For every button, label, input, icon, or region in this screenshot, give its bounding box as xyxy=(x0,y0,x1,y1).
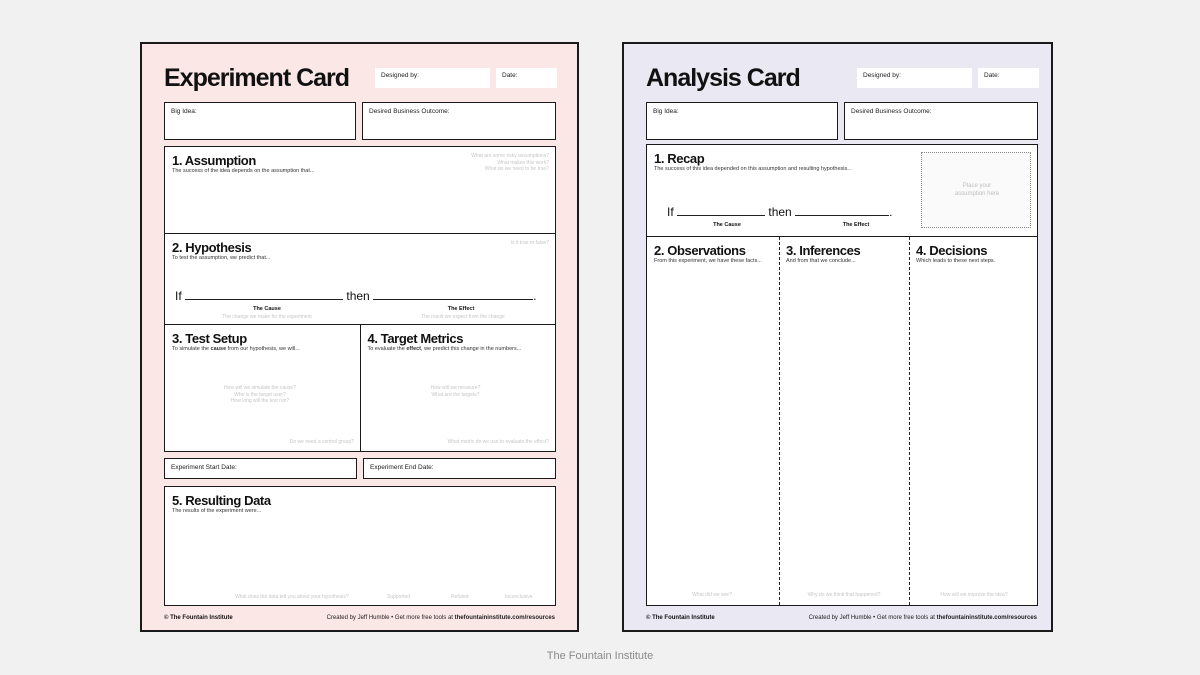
designed-by-field[interactable] xyxy=(375,68,490,88)
resulting-data-title: 5. Resulting Data xyxy=(172,493,271,508)
decisions-title: 4. Decisions xyxy=(916,242,988,258)
recap-cause-label: The Cause xyxy=(713,222,741,228)
analysis-card xyxy=(622,42,1053,632)
resulting-data-bottom-hint: What does the data tell you about your hypothesis? xyxy=(235,593,349,600)
option-refuted[interactable]: Refuted xyxy=(451,593,469,600)
observations-title: 2. Observations xyxy=(654,242,746,258)
recap-cause-blank[interactable] xyxy=(677,205,765,216)
experiment-card xyxy=(140,42,579,632)
target-metrics-subtitle-post: , we predict this change in the numbers... xyxy=(421,346,522,352)
test-setup-title: 3. Test Setup xyxy=(172,331,247,346)
analysis-footer-credits xyxy=(809,615,1037,621)
cause-hint: The change we make for the experiment xyxy=(222,313,312,320)
experiment-footer-link[interactable]: thefountaininstitute.com/resources xyxy=(454,615,555,621)
assumption-placeholder-text: Place your assumption here xyxy=(954,183,1000,197)
target-metrics-subtitle-pre: To evaluate the xyxy=(367,346,407,352)
hypothesis-title: 2. Hypothesis xyxy=(172,239,252,255)
cause-label: The Cause xyxy=(253,305,281,312)
assumption-section[interactable] xyxy=(164,146,556,234)
target-metrics-bottom-hint: What metric do we use to evaluate the effect? xyxy=(447,438,549,445)
hypothesis-section[interactable] xyxy=(164,233,556,326)
analysis-footer-credits-text: Created by Jeff Humble • Get more free tools at xyxy=(808,615,937,621)
test-setup-section[interactable] xyxy=(164,324,361,452)
page-caption: The Fountain Institute xyxy=(546,650,654,662)
observations-subtitle: From this experiment, we have these facts... xyxy=(654,257,762,264)
target-metrics-section[interactable] xyxy=(360,324,557,452)
analysis-designed-by-field[interactable] xyxy=(857,68,972,88)
analysis-big-idea-field[interactable] xyxy=(646,102,838,140)
decisions-section[interactable] xyxy=(909,237,1039,605)
recap-then-word: then xyxy=(768,205,792,219)
business-outcome-field[interactable] xyxy=(362,102,556,140)
decisions-subtitle: Which leads to these next steps. xyxy=(916,257,996,264)
test-setup-bottom-hint: Do we need a control group? xyxy=(289,438,354,445)
big-idea-label: Big Idea: xyxy=(171,108,197,115)
recap-section[interactable] xyxy=(646,144,1038,237)
target-metrics-subtitle-bold: effect xyxy=(406,346,422,352)
test-setup-subtitle-bold: cause xyxy=(210,346,227,352)
observations-bottom-hint: What did we see? xyxy=(692,592,732,598)
analysis-date-field[interactable] xyxy=(978,68,1039,88)
target-metrics-title: 4. Target Metrics xyxy=(367,331,464,346)
big-idea-field[interactable] xyxy=(164,102,356,140)
then-word: then xyxy=(346,288,370,303)
experiment-card-title: Experiment Card xyxy=(164,64,350,92)
test-setup-subtitle xyxy=(172,346,300,352)
assumption-placeholder[interactable] xyxy=(921,152,1031,228)
cause-blank[interactable] xyxy=(185,289,343,300)
target-metrics-subtitle xyxy=(368,346,522,352)
assumption-title: 1. Assumption xyxy=(172,153,256,168)
inferences-subtitle: And from that we conclude... xyxy=(786,257,856,264)
experiment-footer-credits xyxy=(327,615,555,621)
inferences-title: 3. Inferences xyxy=(786,242,861,258)
analysis-date-label: Date: xyxy=(984,72,1000,79)
analysis-big-idea-label: Big Idea: xyxy=(653,108,679,115)
if-word: If xyxy=(175,288,182,303)
date-label: Date: xyxy=(502,72,518,79)
hypothesis-subtitle: To test the assumption, we predict that... xyxy=(172,254,271,261)
end-date-label: Experiment End Date: xyxy=(370,464,434,471)
target-metrics-hint: How will we measure? What are the targets? xyxy=(430,385,481,398)
recap-title: 1. Recap xyxy=(654,151,705,166)
effect-hint: The result we expect from the change xyxy=(421,313,505,320)
designed-by-label: Designed by: xyxy=(381,72,419,79)
effect-blank[interactable] xyxy=(373,289,533,300)
date-field[interactable] xyxy=(496,68,557,88)
start-date-label: Experiment Start Date: xyxy=(171,464,237,471)
recap-effect-blank[interactable] xyxy=(795,205,889,216)
assumption-hint: What are some risky assumptions? What makes this work? What do we need to be true? xyxy=(471,153,549,172)
experiment-start-date-field[interactable] xyxy=(164,458,357,479)
experiment-main-block xyxy=(164,146,556,452)
test-setup-subtitle-post: from our hypothesis, we will... xyxy=(226,346,300,352)
experiment-end-date-field[interactable] xyxy=(363,458,556,479)
analysis-designed-by-label: Designed by: xyxy=(863,72,901,79)
recap-effect-label: The Effect xyxy=(842,222,870,228)
resulting-data-section[interactable] xyxy=(164,486,556,606)
test-setup-hint: How will we simulate the cause? Who is the target user? How long will the test run? xyxy=(224,385,296,404)
analysis-footer-copyright: © The Fountain Institute xyxy=(646,615,715,621)
business-outcome-label: Desired Business Outcome: xyxy=(369,108,450,115)
resulting-data-subtitle: The results of the experiment were... xyxy=(172,508,262,514)
experiment-footer-copyright: © The Fountain Institute xyxy=(164,615,233,621)
analysis-footer-link[interactable]: thefountaininstitute.com/resources xyxy=(936,615,1037,621)
recap-if-line xyxy=(667,205,892,219)
analysis-business-outcome-field[interactable] xyxy=(844,102,1038,140)
experiment-footer-credits-text: Created by Jeff Humble • Get more free tools at xyxy=(326,615,455,621)
analysis-card-title: Analysis Card xyxy=(646,64,800,92)
hypothesis-hint: Is it true or false? xyxy=(510,239,549,246)
decisions-bottom-hint: How will we improve the idea? xyxy=(940,592,1008,598)
period: . xyxy=(533,288,537,303)
hypothesis-if-line xyxy=(175,289,536,303)
analysis-business-outcome-label: Desired Business Outcome: xyxy=(851,108,932,115)
recap-if-word: If xyxy=(667,205,674,219)
option-supported[interactable]: Supported xyxy=(387,593,411,600)
option-inconclusive[interactable]: Inconclusive xyxy=(505,593,533,600)
effect-label: The Effect xyxy=(447,305,475,312)
recap-subtitle: The success of this idea depended on this assumption and resulting hypothesis... xyxy=(654,166,852,172)
recap-period: . xyxy=(889,205,893,219)
test-setup-subtitle-pre: To simulate the xyxy=(172,346,211,352)
inferences-section[interactable] xyxy=(779,237,909,605)
observations-section[interactable] xyxy=(647,237,777,605)
analysis-columns xyxy=(646,236,1038,606)
assumption-subtitle: The success of the idea depends on the assumption that... xyxy=(172,168,315,174)
inferences-bottom-hint: Why do we think that happened? xyxy=(807,592,881,598)
